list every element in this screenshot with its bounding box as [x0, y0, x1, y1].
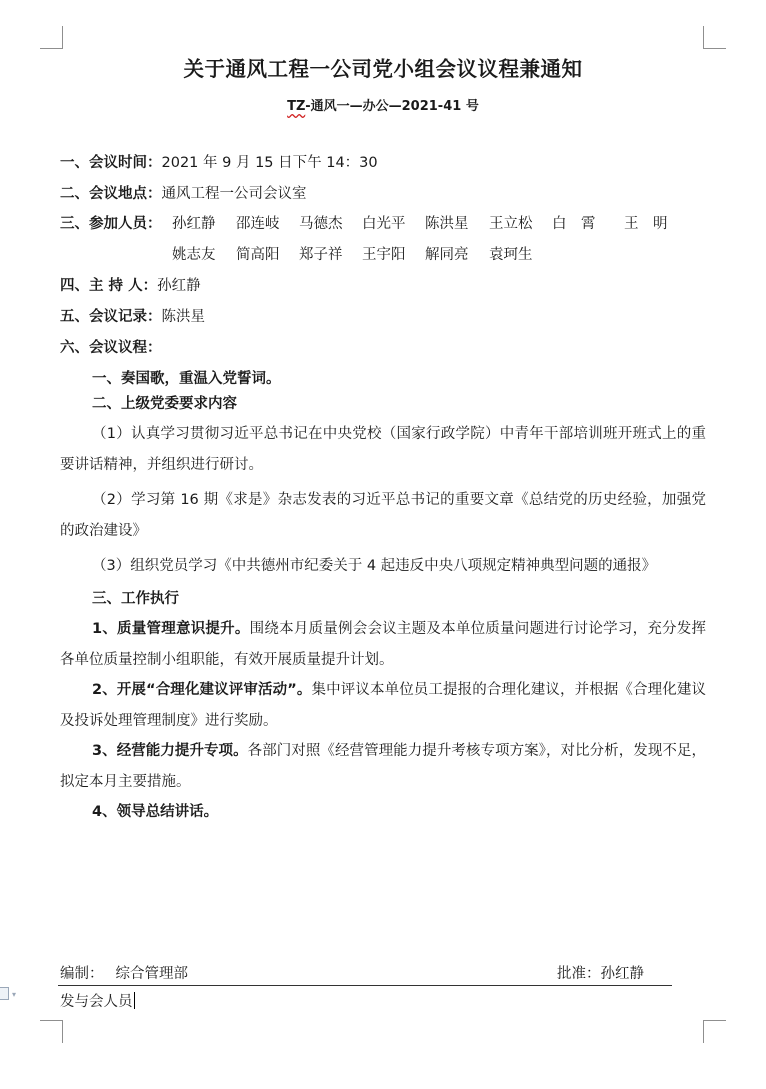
recorder-line[interactable]	[60, 305, 205, 326]
requirement-paragraph-3[interactable]: （3）组织党员学习《中共德州市纪委关于 4 起违反中央八项规定精神典型问题的通报》	[92, 558, 657, 574]
attendee-name: 袁珂生	[489, 247, 533, 263]
work-1-heading: 1、质量管理意识提升。	[92, 621, 250, 637]
approved-value: 孙红静	[600, 966, 644, 982]
meeting-place-line[interactable]	[60, 182, 307, 203]
attendees-list[interactable]	[172, 212, 668, 274]
agenda-item-2[interactable]	[60, 392, 237, 413]
attendee-name: 孙红静	[172, 216, 216, 232]
work-paragraph-1[interactable]	[60, 614, 706, 676]
host-label: 四、主 持 人：	[60, 278, 158, 294]
attendee-name: 白 霄	[552, 216, 596, 232]
work-paragraph-4[interactable]: 4、领导总结讲话。	[92, 804, 219, 820]
requirement-paragraph-1[interactable]: （1）认真学习贯彻习近平总书记在中央党校（国家行政学院）中青年干部培训班开班式上的重要讲话精神，并组织进行研讨。	[60, 426, 706, 473]
attendee-name: 王 明	[624, 216, 668, 232]
prepared-by[interactable]	[60, 962, 188, 983]
attendee-name: 郑子祥	[299, 247, 343, 263]
agenda-item-1-text: 一、奏国歌，重温入党誓词。	[92, 371, 281, 387]
work-2-heading: 2、开展“合理化建议评审活动”。	[92, 682, 312, 698]
attendee-name: 王宇阳	[362, 247, 406, 263]
attendee-name: 王立松	[489, 216, 533, 232]
recorder-label: 五、会议记录：	[60, 309, 162, 325]
spellcheck-word[interactable]: TZ	[287, 99, 306, 114]
crop-mark-top-left	[40, 26, 63, 49]
work-3-text: 各部门对照《经营管理能力提升考核专项方案》，对比分析，发现不足，拟定本月主要措施。	[60, 743, 706, 790]
work-3-heading: 3、经营能力提升专项。	[92, 743, 248, 759]
attendees-label: 三、参加人员：	[60, 216, 162, 232]
agenda-item-1[interactable]	[60, 367, 281, 388]
attendee-name: 邵连岐	[236, 216, 280, 232]
attendee-name: 陈洪星	[425, 216, 469, 232]
chevron-down-icon[interactable]: ▾	[12, 990, 17, 999]
footer-divider	[58, 985, 672, 986]
meeting-place-label: 二、会议地点：	[60, 186, 162, 202]
meeting-time-line[interactable]	[60, 151, 378, 172]
attendee-name: 姚志友	[172, 247, 216, 263]
distribution-text: 发与会人员	[60, 994, 133, 1010]
distribution-line[interactable]	[60, 990, 135, 1011]
host-line[interactable]	[60, 274, 201, 295]
host-value: 孙红静	[157, 278, 201, 294]
text-cursor	[134, 992, 136, 1009]
meeting-time-value: 2021 年 9 月 15 日下午 14：30	[161, 155, 378, 171]
crop-mark-top-right	[703, 26, 726, 49]
work-paragraph-3[interactable]	[60, 736, 706, 798]
document-title[interactable]: 关于通风工程一公司党小组会议议程兼通知	[183, 57, 583, 81]
attendee-name: 马德杰	[299, 216, 343, 232]
attendees-label-line[interactable]	[60, 212, 162, 233]
approved-by[interactable]	[557, 962, 644, 983]
agenda-label-line[interactable]	[60, 336, 162, 357]
requirement-paragraph-2[interactable]: （2）学习第 16 期《求是》杂志发表的习近平总书记的重要文章《总结党的历史经验，加强党的政治建设》	[60, 492, 706, 539]
document-number-rest: -通风一—办公—2021-41 号	[305, 99, 479, 114]
attendee-name: 简高阳	[236, 247, 280, 263]
crop-mark-bottom-right	[703, 1020, 726, 1043]
work-1-text: 围绕本月质量例会会议主题及本单位质量问题进行讨论学习，充分发挥各单位质量控制小组职能，有效开展质量提升计划。	[60, 621, 707, 668]
page-icon[interactable]	[0, 987, 9, 1000]
meeting-time-label: 一、会议时间：	[60, 155, 162, 171]
attendee-name: 解同亮	[425, 247, 469, 263]
prepared-value: 综合管理部	[115, 966, 188, 982]
attendee-name: 白光平	[362, 216, 406, 232]
agenda-item-3-text: 三、工作执行	[92, 591, 179, 607]
meeting-place-value: 通风工程一公司会议室	[161, 186, 307, 202]
agenda-item-2-text: 二、上级党委要求内容	[92, 396, 237, 412]
work-paragraph-2[interactable]	[60, 675, 706, 737]
prepared-label: 编制：	[60, 966, 104, 982]
work-2-text: 集中评议本单位员工提报的合理化建议，并根据《合理化建议及投诉处理管理制度》进行奖励。	[60, 682, 706, 729]
crop-mark-bottom-left	[40, 1020, 63, 1043]
agenda-label: 六、会议议程：	[60, 340, 162, 356]
approved-label: 批准：	[557, 966, 601, 982]
document-number[interactable]	[0, 95, 766, 114]
recorder-value: 陈洪星	[161, 309, 205, 325]
agenda-item-3[interactable]	[60, 587, 179, 608]
